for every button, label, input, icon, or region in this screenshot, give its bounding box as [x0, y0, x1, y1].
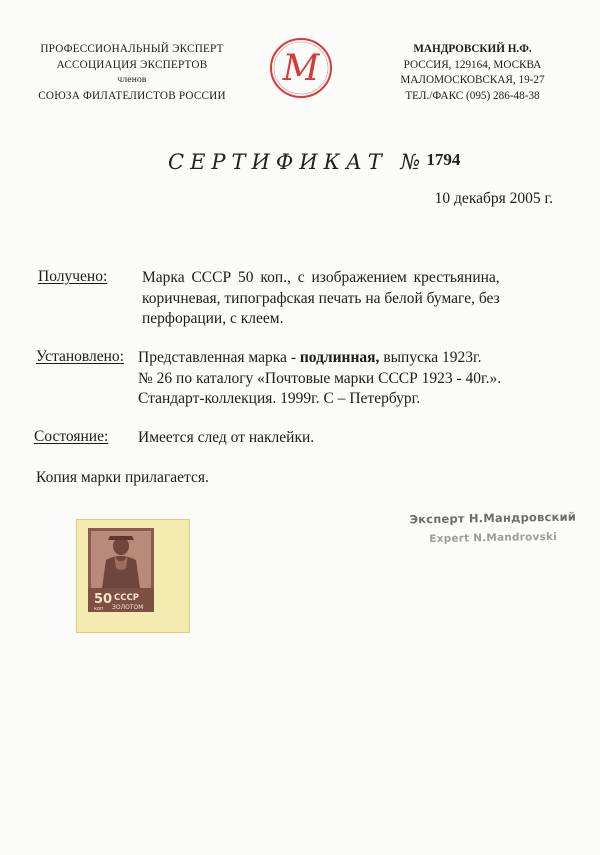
- stamp-denomination: 50: [94, 592, 113, 607]
- received-label: Получено:: [38, 268, 108, 285]
- stamp-country: СССР: [114, 593, 139, 603]
- condition-value: Имеется след от наклейки.: [138, 429, 315, 446]
- established-line-2: № 26 по каталогу «Почтовые марки СССР 1923 - 40г.».: [138, 369, 502, 387]
- established-line-1-post: выпуска 1923г.: [379, 349, 482, 366]
- expert-address-line-2: МАЛОМОСКОВСКАЯ, 19-27: [400, 74, 545, 86]
- received-line-3: перфорации, с клеем.: [142, 310, 284, 327]
- expert-name: МАНДРОВСКИЙ Н.Ф.: [413, 43, 532, 55]
- association-line-4: СОЮЗА ФИЛАТЕЛИСТОВ РОССИИ: [38, 89, 226, 102]
- certificate-title: [168, 150, 460, 174]
- authenticity-verdict: подлинная,: [299, 349, 380, 366]
- association-block: [12, 42, 252, 104]
- received-line-2: коричневая, типографская печать на белой бумаге, без: [142, 289, 500, 307]
- association-line-3: членов: [117, 75, 147, 85]
- received-text: [142, 268, 552, 330]
- copy-note: Копия марки прилагается.: [36, 469, 209, 486]
- expert-address-line-1: РОССИЯ, 129164, МОСКВА: [403, 58, 542, 71]
- established-line-1-pre: Представленная марка -: [138, 349, 300, 366]
- expert-phone: ТЕЛ./ФАКС (095) 286-48-38: [405, 89, 540, 102]
- logo-letter: М: [282, 48, 320, 89]
- handstamp-line-2: Expert N.Mandrovski: [429, 530, 558, 546]
- association-line-2: АССОЦИАЦИЯ ЭКСПЕРТОВ: [56, 58, 208, 71]
- stamp-unit: коп: [94, 606, 104, 612]
- stamp-word: ЗОЛОТОМ: [112, 604, 144, 611]
- received-line-1: Марка СССР 50 коп., с изображением крестьянина,: [142, 269, 500, 286]
- established-text: [138, 348, 558, 410]
- established-label: Установлено:: [36, 348, 124, 365]
- certificate-date: 10 декабря 2005 г.: [434, 190, 553, 207]
- certificate-number: 1794: [426, 150, 461, 169]
- established-line-1: [138, 348, 558, 369]
- logo-m-monogram: [268, 35, 334, 101]
- condition-label: Состояние:: [34, 428, 109, 445]
- expert-contact-block: [355, 42, 590, 104]
- stamp-image: [88, 528, 154, 612]
- association-line-1: ПРОФЕССИОНАЛЬНЫЙ ЭКСПЕРТ: [40, 43, 224, 55]
- established-line-3: Стандарт-коллекция. 1999г. С – Петербург.: [138, 390, 421, 407]
- certificate-title-text: СЕРТИФИКАТ №: [168, 150, 427, 174]
- expert-handstamp: [408, 507, 579, 550]
- handstamp-line-1: Эксперт Н.Мандровский: [409, 509, 577, 527]
